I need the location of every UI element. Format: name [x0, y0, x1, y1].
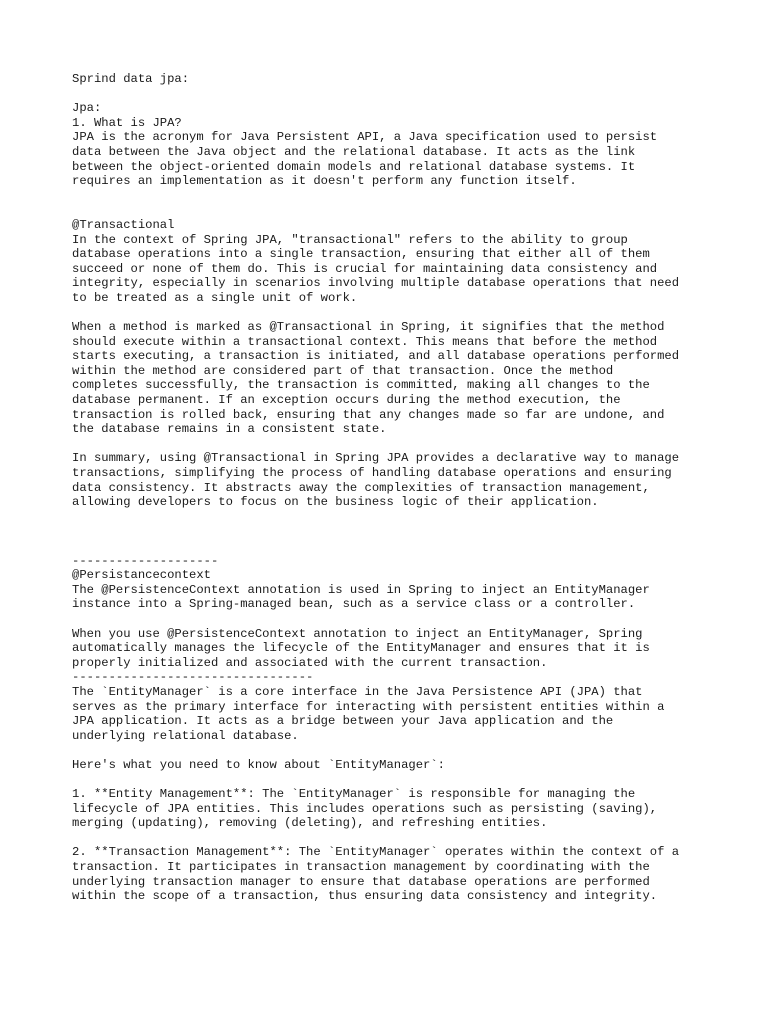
text-line: JPA is the acronym for Java Persistent API, a Java specification used to persist: [72, 130, 658, 145]
blank-line: [72, 203, 712, 218]
text-line: The @PersistenceContext annotation is used in Spring to inject an EntityManager: [72, 582, 650, 597]
text-line: When a method is marked as @Transactional in Spring, it signifies that the method: [72, 320, 665, 335]
text-line: merging (updating), removing (deleting), and refreshing entities.: [72, 816, 548, 831]
text-line: starts executing, a transaction is initiated, and all database operations performed: [72, 349, 680, 364]
text-line: should execute within a transactional context. This means that before the method: [72, 334, 658, 349]
blank-line: [72, 831, 712, 846]
text-line: data consistency. It abstracts away the complexities of transaction management,: [72, 480, 650, 495]
text-line: database operations into a single transaction, ensuring that either all of them: [72, 247, 650, 262]
blank-line: [72, 524, 712, 539]
text-line: instance into a Spring-managed bean, such as a service class or a controller.: [72, 597, 636, 612]
text-line: transaction is rolled back, ensuring that any changes made so far are undone, and: [72, 407, 665, 422]
text-line: 1. **Entity Management**: The `EntityManager` is responsible for managing the: [72, 787, 636, 802]
text-line: completes successfully, the transaction is committed, making all changes to the: [72, 378, 650, 393]
text-line: succeed or none of them do. This is crucial for maintaining data consistency and: [72, 261, 658, 276]
text-line: within the method are considered part of that transaction. Once the method: [72, 363, 614, 378]
text-line: transactions, simplifying the process of handling database operations and ensuring: [72, 466, 672, 481]
text-line: transaction. It participates in transaction management by coordinating with the: [72, 860, 650, 875]
text-line: lifecycle of JPA entities. This includes operations such as persisting (saving),: [72, 801, 658, 816]
text-line: within the scope of a transaction, thus ensuring data consistency and integrity.: [72, 889, 658, 904]
document-page: [72, 72, 712, 904]
text-line: When you use @PersistenceContext annotation to inject an EntityManager, Spring: [72, 626, 643, 641]
text-line: allowing developers to focus on the business logic of their application.: [72, 495, 599, 510]
blank-line: [72, 437, 712, 452]
text-line: to be treated as a single unit of work.: [72, 290, 358, 305]
text-line: Sprind data jpa:: [72, 72, 190, 86]
blank-line: [72, 306, 712, 321]
blank-line: [72, 87, 712, 102]
text-line: underlying relational database.: [72, 728, 299, 743]
blank-line: [72, 612, 712, 627]
text-line: ---------------------------------: [72, 670, 314, 685]
text-line: JPA application. It acts as a bridge between your Java application and the: [72, 714, 614, 729]
blank-line: [72, 743, 712, 758]
text-line: Here's what you need to know about `EntityManager`:: [72, 757, 445, 772]
text-line: The `EntityManager` is a core interface in the Java Persistence API (JPA) that: [72, 684, 643, 699]
text-line: between the object-oriented domain models and relational database systems. It: [72, 159, 636, 174]
text-line: serves as the primary interface for interacting with persistent entities within a: [72, 699, 665, 714]
blank-line: [72, 539, 712, 554]
text-line: In the context of Spring JPA, "transactional" refers to the ability to group: [72, 232, 628, 247]
text-line: --------------------: [72, 553, 219, 568]
text-line: requires an implementation as it doesn't perform any function itself.: [72, 174, 577, 189]
text-line: 2. **Transaction Management**: The `EntityManager` operates within the context of a: [72, 845, 680, 860]
text-line: Jpa:: [72, 101, 102, 116]
text-line: automatically manages the lifecycle of the EntityManager and ensures that it is: [72, 641, 650, 656]
text-line: integrity, especially in scenarios involving multiple database operations that need: [72, 276, 680, 291]
text-line: the database remains in a consistent state.: [72, 422, 387, 437]
text-line: 1. What is JPA?: [72, 115, 182, 130]
text-line: @Persistancecontext: [72, 568, 211, 583]
blank-line: [72, 189, 712, 204]
text-line: In summary, using @Transactional in Spring JPA provides a declarative way to manage: [72, 451, 680, 466]
text-line: data between the Java object and the relational database. It acts as the link: [72, 144, 636, 159]
text-line: properly initialized and associated with the current transaction.: [72, 655, 548, 670]
text-line: underlying transaction manager to ensure that database operations are performed: [72, 874, 650, 889]
blank-line: [72, 510, 712, 525]
text-line: database permanent. If an exception occurs during the method execution, the: [72, 393, 621, 408]
blank-line: [72, 773, 712, 788]
text-line: @Transactional: [72, 217, 175, 232]
